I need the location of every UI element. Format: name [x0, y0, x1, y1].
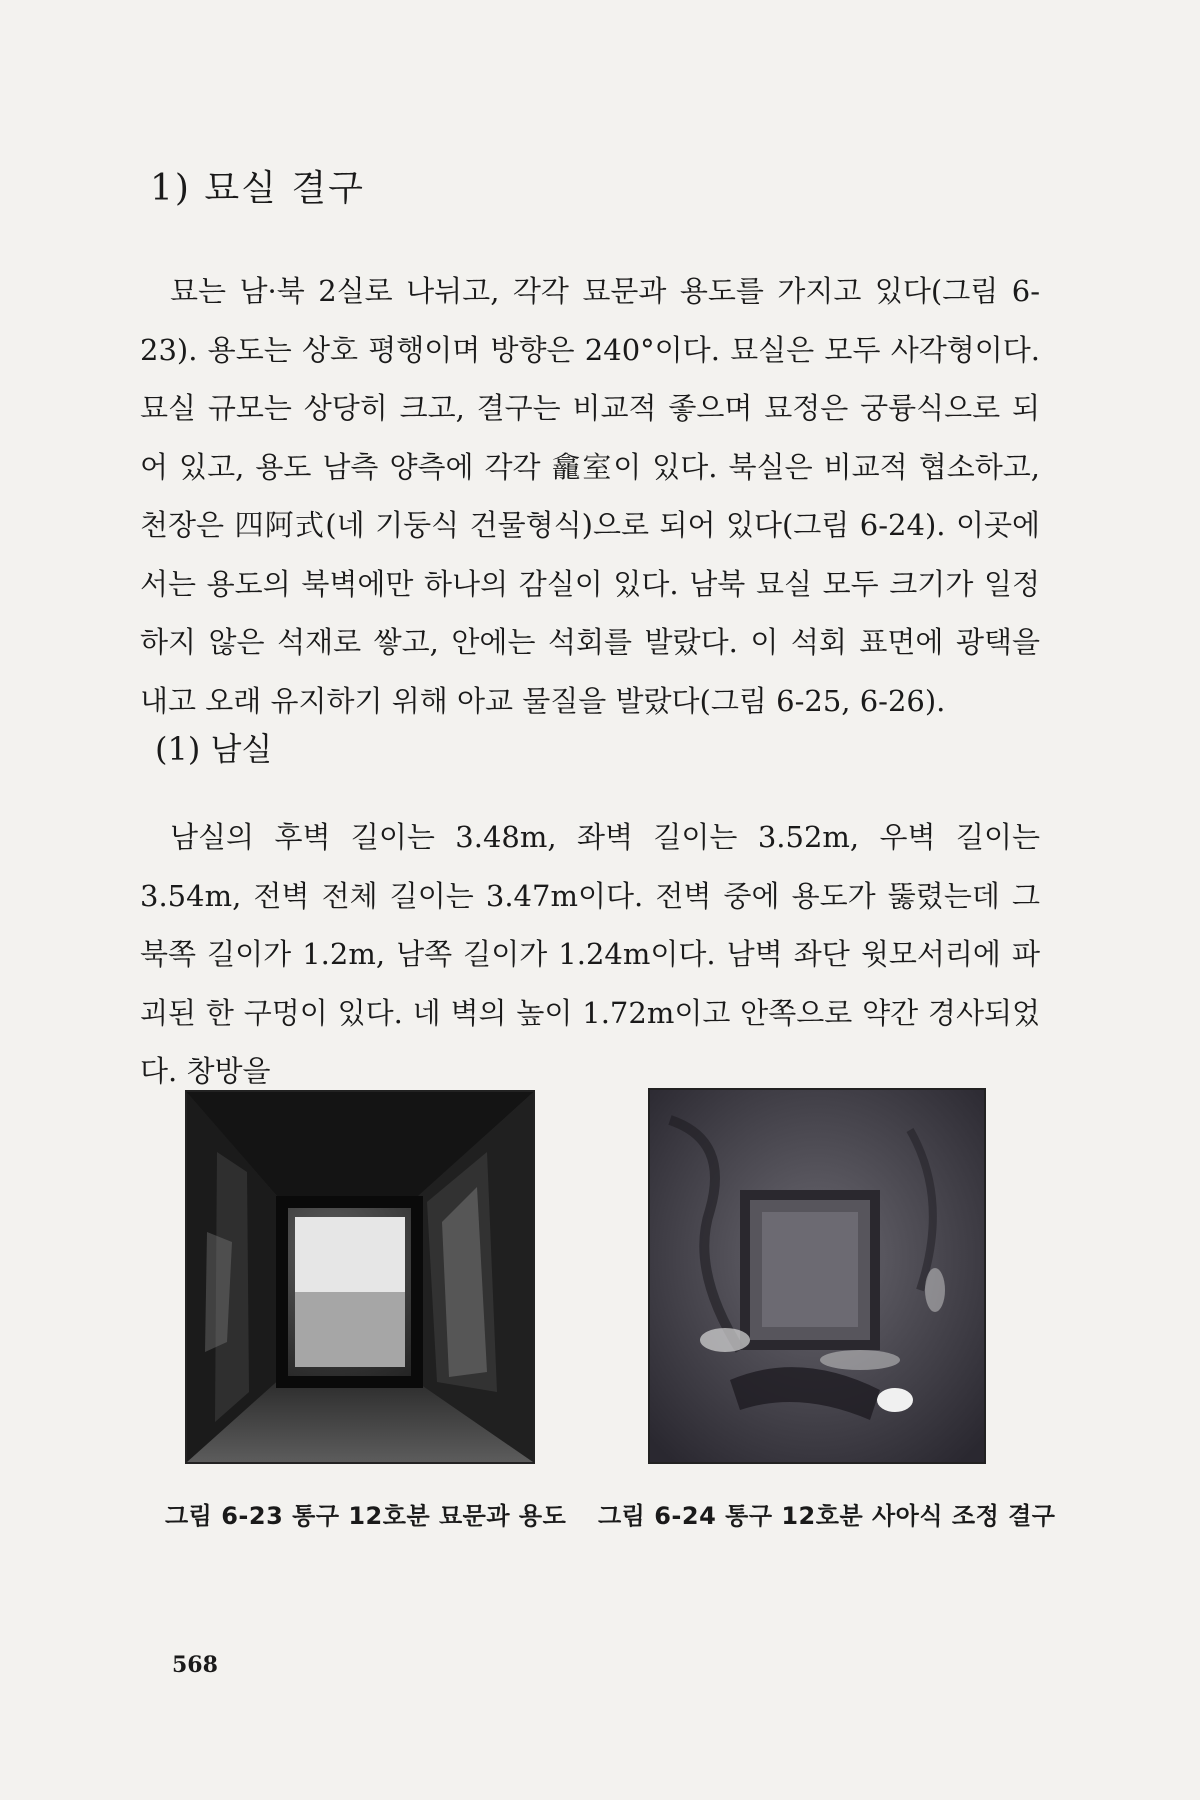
figure-caption: 그림 6-23 통구 12호분 묘문과 용도: [165, 1502, 567, 1530]
page-number: 568: [172, 1652, 218, 1678]
section-paragraph: 묘는 남·북 2실로 나뉘고, 각각 묘문과 용도를 가지고 있다(그림 6-23). 용도는 상호 평행이며 방향은 240°이다. 묘실은 모두 사각형이다. 묘실 규모는 상당히 크고, 결구는 비교적 좋으며 묘정은 궁륭식으로 되어 있고, 용도 남측 양측에 각각 龕室이 있다. 북실은 비교적 협소하고, 천장은 四阿式(네 기둥식 건물형식)으로 되어 있다(그림 6-24). 이곳에서는 용도의 북벽에만 하나의 감실이 있다. 남북 묘실 모두 크기가 일정하지 않은 석재로 쌓고, 안에는 석회를 발랐다. 이 석회 표면에 광택을 내고 오래 유지하기 위해 아교 물질을 발랐다(그림 6-25, 6-26).: [140, 274, 1040, 718]
tomb-passage-photo: [185, 1090, 535, 1464]
subsection-title: (1) 남실: [155, 730, 273, 768]
section-title: 1) 묘실 결구: [150, 168, 365, 209]
figure-caption: 그림 6-24 통구 12호분 사아식 조정 결구: [598, 1502, 1056, 1530]
ceiling-structure-photo: [648, 1088, 986, 1464]
subsection-paragraph: 남실의 후벽 길이는 3.48m, 좌벽 길이는 3.52m, 우벽 길이는 3.54m, 전벽 전체 길이는 3.47m이다. 전벽 중에 용도가 뚫렸는데 그 북쪽 길이가 1.2m, 남쪽 길이가 1.24m이다. 남벽 좌단 윗모서리에 파괴된 한 구멍이 있다. 네 벽의 높이 1.72m이고 안쪽으로 약간 경사되었다. 창방을: [140, 820, 1040, 1088]
